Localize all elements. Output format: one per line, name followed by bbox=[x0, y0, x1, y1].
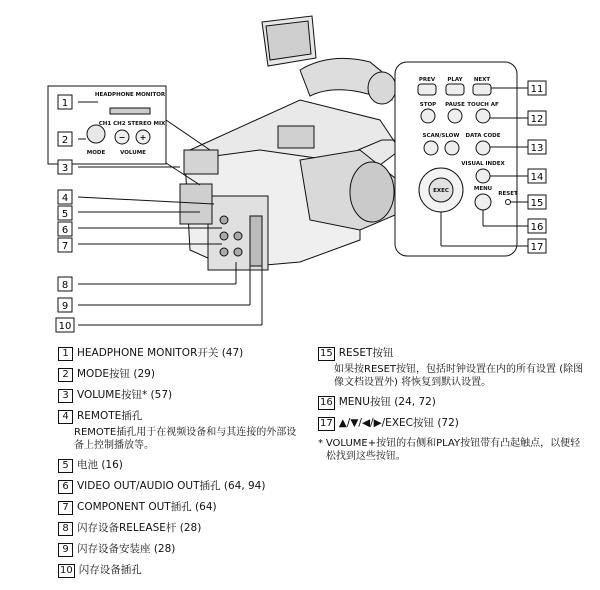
callout-16 bbox=[528, 219, 546, 233]
svg-text:8: 8 bbox=[61, 280, 69, 291]
legend-number: 1 bbox=[58, 347, 73, 361]
svg-text:4: 4 bbox=[61, 193, 69, 204]
callout-5 bbox=[58, 206, 72, 220]
legend-number: 2 bbox=[58, 368, 73, 382]
stop-label: STOP bbox=[419, 102, 437, 108]
next-label: NEXT bbox=[473, 77, 491, 83]
play-label: PLAY bbox=[447, 77, 463, 83]
callout-2 bbox=[58, 132, 72, 146]
callout-9 bbox=[58, 298, 72, 312]
callout-17 bbox=[528, 239, 546, 253]
ch-stereo-label: CH1 CH2 STEREO MIX bbox=[98, 121, 166, 127]
reset-label: RESET bbox=[498, 191, 518, 197]
legend-text: 闪存设备RELEASE杆 (28) bbox=[77, 522, 202, 534]
svg-text:15: 15 bbox=[530, 198, 544, 209]
callout-4 bbox=[58, 190, 72, 204]
legend-number: 15 bbox=[320, 348, 333, 359]
legend-text: MENU按钮 (24, 72) bbox=[338, 396, 436, 408]
svg-text:14: 14 bbox=[530, 172, 544, 183]
volume-label: VOLUME bbox=[120, 150, 146, 156]
legend-number: 4 bbox=[58, 410, 73, 424]
legend-item bbox=[58, 521, 306, 536]
legend-item bbox=[58, 409, 306, 424]
legend-number: 3 bbox=[58, 389, 73, 403]
legend-number: 7 bbox=[58, 501, 73, 515]
legend-number: 9 bbox=[58, 543, 73, 557]
callout-1 bbox=[58, 95, 72, 109]
pause-label: PAUSE bbox=[445, 102, 465, 108]
svg-text:17: 17 bbox=[530, 242, 544, 253]
footnote bbox=[318, 437, 588, 463]
legend-number: 16 bbox=[320, 397, 333, 408]
headphone-monitor-label: HEADPHONE MONITOR bbox=[94, 92, 166, 98]
legend-text: RESET按钮 bbox=[338, 347, 394, 359]
svg-text:16: 16 bbox=[530, 222, 544, 233]
legend-text: 电池 (16) bbox=[77, 459, 123, 471]
callout-12 bbox=[528, 111, 546, 125]
legend-item bbox=[58, 542, 306, 557]
exec-label: EXEC bbox=[433, 188, 449, 194]
touch-af-label: TOUCH AF bbox=[467, 102, 499, 108]
legend-text: MODE按钮 (29) bbox=[77, 368, 155, 380]
legend-text: REMOTE插孔 bbox=[77, 410, 143, 422]
legend-item bbox=[58, 479, 306, 494]
callout-7 bbox=[58, 238, 72, 252]
svg-text:9: 9 bbox=[61, 301, 69, 312]
visual-index-label: VISUAL INDEX bbox=[461, 161, 505, 167]
svg-text:13: 13 bbox=[530, 143, 544, 154]
menu-label: MENU bbox=[473, 186, 493, 192]
legend-text: COMPONENT OUT插孔 (64) bbox=[77, 501, 217, 513]
svg-text:2: 2 bbox=[61, 135, 69, 146]
legend-text: 闪存设备插孔 bbox=[78, 564, 142, 576]
data-code-label: DATA CODE bbox=[465, 133, 501, 139]
prev-label: PREV bbox=[418, 77, 436, 83]
legend-text: ▲/▼/◀/▶/EXEC按钮 (72) bbox=[338, 417, 459, 429]
legend-text: HEADPHONE MONITOR开关 (47) bbox=[77, 347, 244, 359]
svg-text:5: 5 bbox=[61, 209, 69, 220]
scan-slow-label: SCAN/SLOW bbox=[422, 133, 460, 139]
legend-text: VIDEO OUT/AUDIO OUT插孔 (64, 94) bbox=[77, 480, 266, 492]
svg-text:10: 10 bbox=[58, 321, 72, 332]
callout-8 bbox=[58, 277, 72, 291]
legend-item bbox=[318, 416, 588, 431]
legend-item bbox=[318, 346, 588, 361]
mode-label: MODE bbox=[86, 150, 106, 156]
legend-item bbox=[58, 367, 306, 382]
legend-text: VOLUME按钮* (57) bbox=[77, 389, 173, 401]
volume-plus-sign: + bbox=[139, 133, 147, 142]
legend-number: 8 bbox=[58, 522, 73, 536]
legend-description: 如果按RESET按钮，包括时钟设置在内的所有设置 (除图像文档设置外) 将恢复到默认设置。 bbox=[334, 364, 584, 388]
legend-item bbox=[58, 500, 306, 515]
svg-text:3: 3 bbox=[61, 163, 69, 174]
legend-number: 17 bbox=[320, 418, 333, 429]
svg-text:12: 12 bbox=[530, 114, 544, 125]
legend-item bbox=[318, 395, 588, 410]
legend-right bbox=[318, 346, 588, 463]
callout-10 bbox=[56, 318, 74, 332]
footnote-text: VOLUME+按钮的右侧和PLAY按钮带有凸起触点，以便轻松找到这些按钮。 bbox=[325, 438, 581, 462]
svg-text:1: 1 bbox=[61, 98, 69, 109]
legend-number: 6 bbox=[58, 480, 73, 494]
svg-text:6: 6 bbox=[61, 225, 69, 236]
legend-left bbox=[58, 346, 306, 584]
footnote-star: * bbox=[318, 438, 323, 449]
legend-item bbox=[58, 563, 306, 578]
callout-15 bbox=[528, 195, 546, 209]
mode-button-drawing bbox=[87, 125, 105, 143]
callout-14 bbox=[528, 169, 546, 183]
legend-text: 闪存设备安装座 (28) bbox=[77, 543, 176, 555]
callout-6 bbox=[58, 222, 72, 236]
callout-13 bbox=[528, 140, 546, 154]
svg-text:11: 11 bbox=[530, 84, 544, 95]
legend-item bbox=[58, 388, 306, 403]
legend-item bbox=[58, 458, 306, 473]
camera-body bbox=[180, 16, 400, 270]
svg-text:7: 7 bbox=[61, 241, 69, 252]
legend-number: 10 bbox=[60, 565, 73, 576]
callout-3 bbox=[58, 160, 72, 174]
legend-description: REMOTE插孔用于在视频设备和与其连接的外部设备上控制播放等。 bbox=[74, 427, 297, 451]
volume-minus-sign: − bbox=[118, 133, 126, 142]
legend-number: 5 bbox=[58, 459, 73, 473]
callout-11 bbox=[528, 81, 546, 95]
legend-item bbox=[58, 346, 306, 361]
